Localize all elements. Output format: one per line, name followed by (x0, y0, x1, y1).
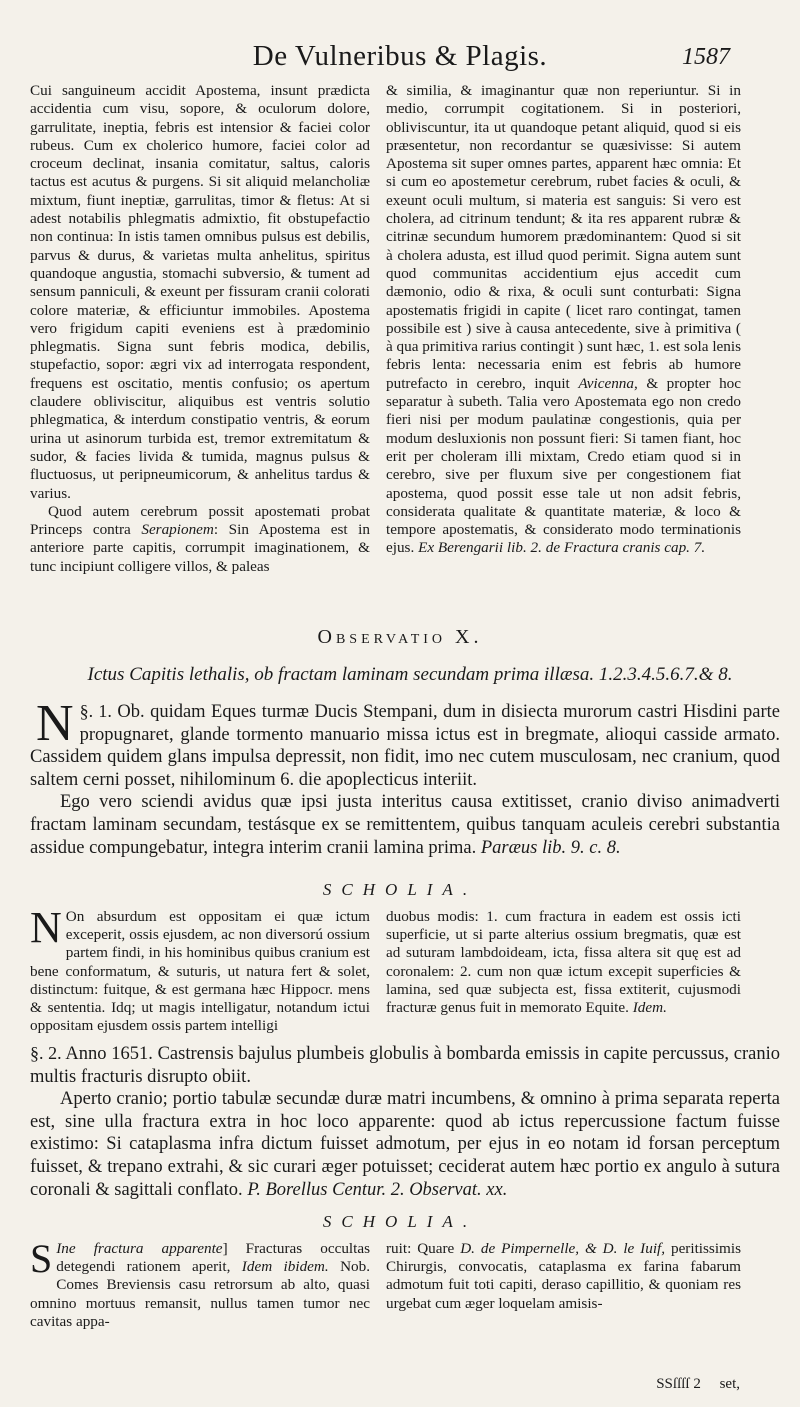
person-names: D. de Pimpernelle, & D. le Iuif, (460, 1240, 666, 1257)
signature-mark: SSſſſſ 2 (656, 1376, 701, 1392)
paragraph (386, 1240, 741, 1313)
source-citation: P. Borellus Centur. 2. Observat. xx. (247, 1179, 508, 1200)
section-mark: §. 1. (79, 701, 112, 721)
catchword-line (656, 1376, 740, 1393)
paragraph (386, 908, 741, 1017)
text-run: Anno 1651. Castrensis bajulus plumbeis globulis à bombarda emissis in capite percussus, cranio multis fracturis disrupto obiit. (30, 1044, 781, 1087)
text-run: ruit: Quare (386, 1240, 455, 1257)
section-1 (30, 695, 780, 859)
text-run: : Sin Apostema est in anteriore parte capitis, corrumpit imaginationem, & tunc incipiunt colligere villos, & paleas (30, 521, 370, 575)
paragraph (30, 695, 780, 791)
text-run: Ego vero sciendi avidus quæ ipsi justa interitus causa extitisset, cranio diviso animadverti fractam laminam secundam, testásque ex se remittentem, quibus tanquam aculeis cerebri substantia assidue compungebatur, integra interim cranii lamina prima. (30, 792, 780, 858)
left-column-top (30, 82, 370, 576)
text-run: duobus modis: 1. cum fractura in eadem est ossis icti superficie, ut si parte alterius ossium bregmatis, quæ est ad suturam lambdoideam, icta, fissa altera sit quę est ad coronalem: 2. cum non quæ ictum excepit superficies & lamina, sed quæ subjecta est, fissa extiterit, cujusmodi fracturæ genus fuit in memorato Equite. (386, 908, 741, 1017)
drop-cap: N (36, 695, 74, 752)
scholia-left-column (30, 1236, 371, 1331)
paragraph (386, 82, 741, 558)
text-run: peritissimis Chirurgis, convocatis, cataplasma ex farina fabarum admotum fuit toti capiti, deraso capillitio, & quoniam res urgebat cum æger loquelam amisis- (386, 1240, 742, 1312)
right-column-top (386, 82, 741, 558)
page-header-title: De Vulneribus & Plagis. (252, 40, 548, 72)
paragraph (30, 903, 370, 1035)
scholia-right-column (386, 908, 741, 1017)
paragraph (30, 1088, 780, 1201)
text-run: & similia, & imaginantur quæ non reperiuntur. Si in medio, corrumpit cogitationem. Si in posteriori, obliviscuntur, ita ut quandoque petant aliquid, quod si eis præsentetur, non recordantur se quæsivisse: Si autem Apostema sit super omnes partes, apparent hæc omnia: Et si cum eo apostemetur cerebrum, rubet facies & oculi, & exeunt oculi multum, si materia est sanguis: Si vero est cholera, ad citrinum tendunt; & ita res apparent rubræ & citrinæ secundum humorem prædominantem: Quod si sit à cholera adusta, est illud quod perimit. Signa autem sunt quod communitas accidentium ejus accedit cum dæmonio, odio & rixa, & oculi sunt conturbati: Signa apostematis frigidi in capite ( licet raro contingat, tamen possibile est ) sive à causa antecedente, sive à primitiva ( à qua primitiva rarius contingit ) sunt hæc, 1. est sola lenis febris lenta: necessaria enim est febris ab humore putrefacto in cerebro, inquit (386, 82, 741, 392)
page-number: 1587 (682, 44, 730, 70)
source-citation: Paræus lib. 9. c. 8. (480, 837, 621, 858)
running-header (0, 40, 800, 80)
catchword: set, (719, 1376, 740, 1392)
paragraph: Cui sanguineum accidit Apostema, insunt prædicta accidentia cum visu, sopore, & oculorum dolore, garrulitate, ineptia, febris est intensior & faciei color rubeus. Cum ex cholerico humore, faciei color ad croceum declinat, insania comitatur, saltus, caloris tactus est acutus & purgens. Si sit aliquid melancholiæ mixtum, fiunt ineptiæ, garrulitas, timor & fletus: At si adest notabilis phlegmatis admixtio, fit obstupefactio non continua: In istis tamen omnibus pulsus est debilis, parvus & durus, & varietas multa anhelitus, spiritus quandoque angustia, stomachi subversio, & tument ad sensum panniculi, & exeunt per fissuram cranii colorati colore materiæ, & efficiuntur immobiles. Apostema vero frigidum capiti eveniens est à prædominio phlegmatis. Signa sunt febris modica, debilis, stupefactio, sopor: ægri vix ad interrogata respondent, frequens est oscitatio, mentis confusio; os apertum claudere obliviscitur, aliquibus est ventris solutio phlegmatica, & interdum constipatio ventris, & eorum urina ut asinorum turbida est, tremor extremitatum & sudor, & facies livida & tumida, magnus pulsus & fluctuosus, ut peripneumicorum, & anhelitus tardus & varius. (30, 82, 370, 502)
drop-cap: N (30, 903, 62, 952)
source-citation: Ex Berengarii lib. 2. de Fractura cranis cap. 7. (418, 539, 706, 557)
text-run: Nob. Comes Breviensis casu retrorsum ab alto, quasi omnino mortuus remansit, nullus tamen tumor nec cavitas appa- (30, 1258, 371, 1330)
scholia-left-column (30, 903, 370, 1035)
source-citation: Idem. (632, 999, 667, 1017)
text-run: Ob. quidam Eques turmæ Ducis Stempani, dum in disiecta murorum castri Hisdini parte propugnaret, glande tormento manuario missa ictus est in bregmate, alioqui casside armato. Cassidem quidem glans impulsa depressit, non fidit, imo nec cutem musculosam, nec cranium, quod saltem cerni posset, nihilominum 6. die apoplecticus interiit. (30, 702, 780, 790)
section-mark: §. 2. (30, 1043, 62, 1063)
lemma: Ine fractura apparente (56, 1240, 223, 1257)
scholia-heading: SCHOLIA. (322, 1212, 478, 1231)
author-name: Serapionem (141, 521, 214, 539)
section-2 (30, 1042, 780, 1201)
author-name: Avicenna (578, 374, 634, 392)
source-citation: Idem ibidem. (241, 1258, 329, 1276)
paragraph (30, 1236, 371, 1331)
text-run: , & propter hoc separatur à subeth. Talia vero Apostemata ego non credo fieri nisi per modum paulatinæ congestionis, quia per modum desluxionis non possunt fieri: Si tamen fiant, hoc erit per choleram illi mixtam, Credo etiam quod si in cerebro, sive per fluxum sive per congestionem fiat apostema, quod possit esse tale ut non adsit febris, considerata qualitate & quantitate materiæ, & loco & tempore apostematis, & considerato modo terminationis ejus. (386, 374, 742, 557)
paragraph (30, 1042, 780, 1088)
text-run: Aperto cranio; portio tabulæ secundæ duræ matri incumbens, & omnino à prima separata reperta est, sine ulla fractura extra in hoc loco apparente: quod ab ictus repercussione factum fuisse existimo: Si cataplasma infra dictum fuisset admotum, per ejus in eo notam id forsan perceptum fuisset, & trepano extrahi, & sic curari æger potuisset; ceciderat autem hæc portio ex angulo à sutura coronali & sagittali conflato. (30, 1089, 780, 1200)
scholia-heading: SCHOLIA. (322, 880, 478, 899)
paragraph (30, 791, 780, 859)
text-run: Quod autem cerebrum possit apostemati probat Princeps contra (30, 502, 370, 539)
text-run: On absurdum est oppositam ei quæ ictum exceperit, ossis ejusdem, ac non diversorú ossium partem findi, in his hominibus quibus cranium est bene conformatum, & suturis, ut natura fert & solet, distinctum: fuitque, & est germana hæc Hippocr. mens & sententia. Idq; ut magis intelligatur, notandum ictui oppositam ejusdem ossis partem intelligi (30, 908, 370, 1035)
drop-cap: S (30, 1236, 53, 1281)
observation-title: Observatio X. (317, 626, 483, 648)
paragraph (30, 503, 370, 576)
observation-subtitle: Ictus Capitis lethalis, ob fractam laminam secundam prima illæsa. 1.2.3.4.5.6.7.& 8. (87, 664, 733, 685)
scholia-right-column (386, 1240, 741, 1313)
text-run: ] Fracturas occultas detegendi rationem aperit, (56, 1240, 370, 1276)
